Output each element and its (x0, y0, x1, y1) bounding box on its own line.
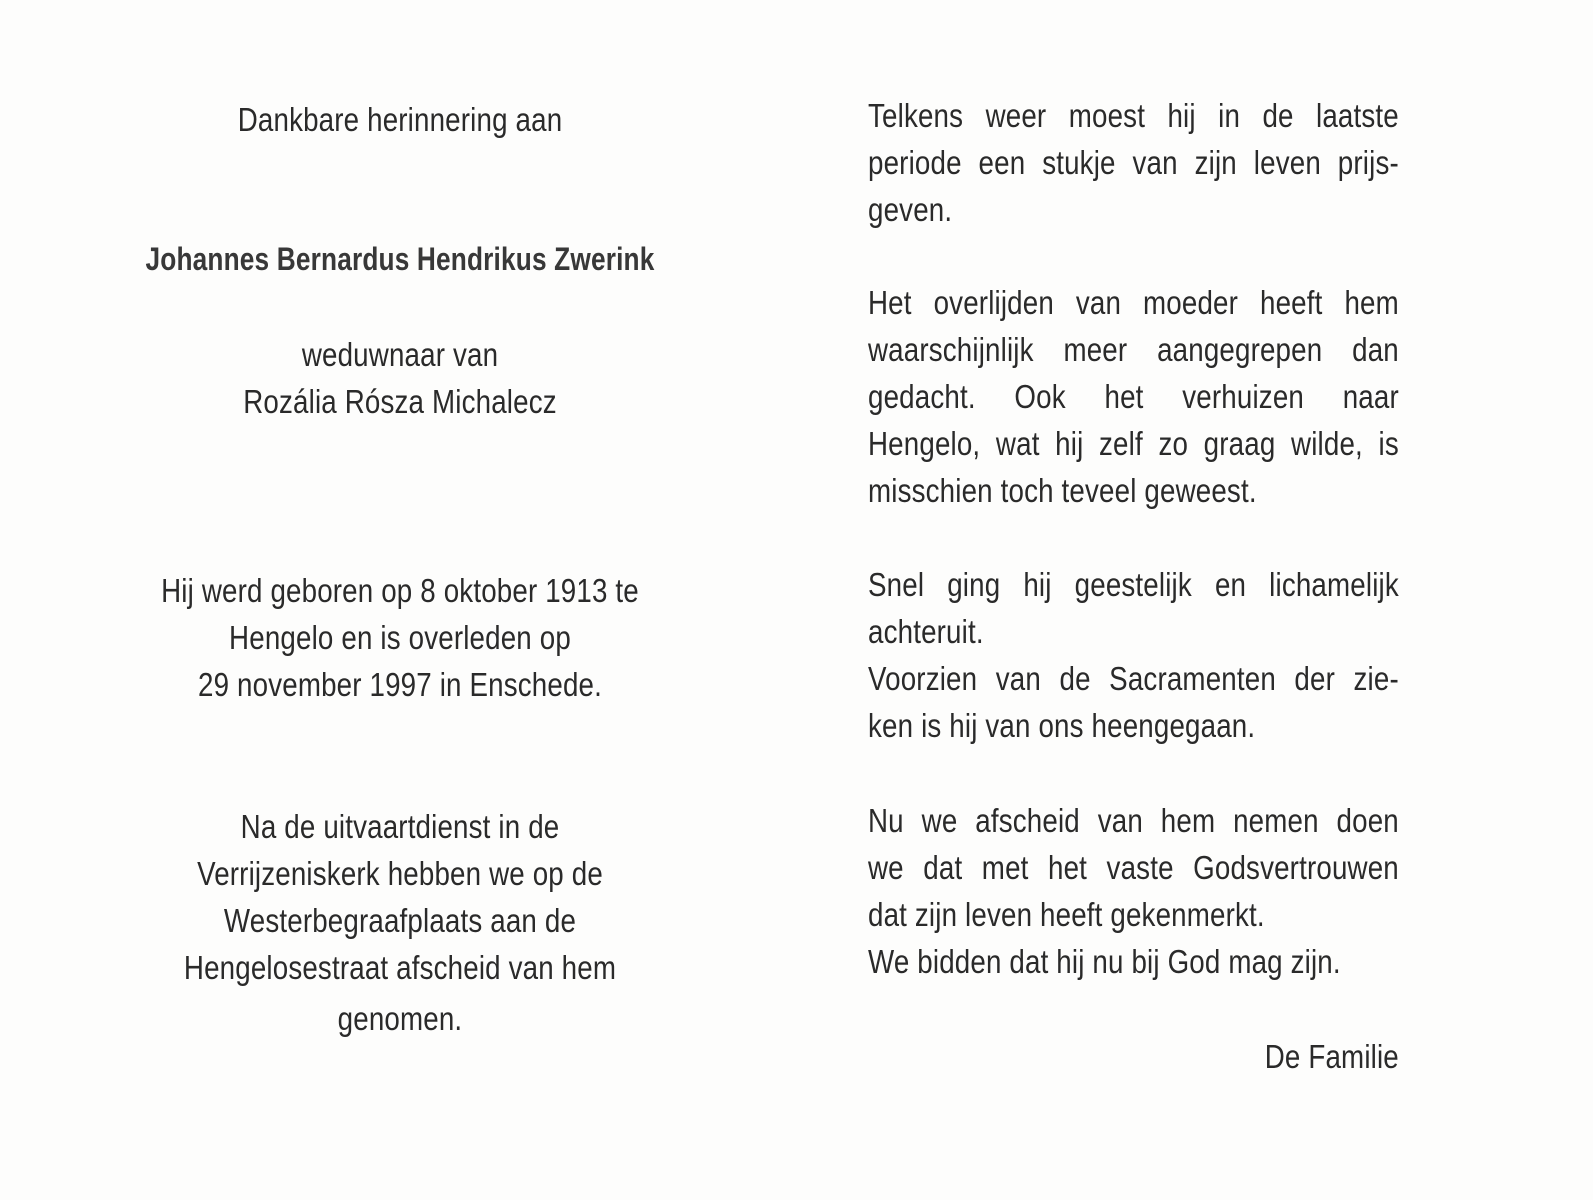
funeral-line: Verrijzeniskerk hebben we op de (197, 855, 603, 892)
text-line: Voorzien van de Sacramenten der zie- (868, 660, 1399, 697)
text-line: we dat met het vaste Godsvertrouwen (868, 849, 1399, 886)
spouse-name: Rozália Rósza Michalecz (243, 383, 557, 420)
text-line: Snel ging hij geestelijk en lichamelijk (868, 566, 1399, 603)
birth-death-line: Hij werd geboren op 8 oktober 1913 te (161, 572, 639, 609)
funeral-line: Westerbegraafplaats aan de (223, 902, 577, 939)
text-line: dat zijn leven heeft gekenmerkt. (868, 896, 1265, 933)
funeral-line: Na de uitvaartdienst in de (240, 808, 560, 845)
funeral-line: genomen. (337, 1000, 463, 1037)
text-line: ken is hij van ons heengegaan. (868, 707, 1256, 744)
text-line: waarschijnlijk meer aangegrepen dan (868, 331, 1399, 368)
text-line: We bidden dat hij nu bij God mag zijn. (868, 943, 1341, 980)
text-line: periode een stukje van zijn leven prijs- (868, 144, 1399, 181)
text-line: gedacht. Ook het verhuizen naar (868, 378, 1399, 415)
birth-death-line: Hengelo en is overleden op (229, 619, 571, 656)
text-line: Telkens weer moest hij in de laatste (868, 97, 1399, 134)
deceased-name: Johannes Bernardus Hendrikus Zwerink (145, 241, 655, 277)
text-line: Het overlijden van moeder heeft hem (868, 284, 1399, 321)
text-line: Hengelo, wat hij zelf zo graag wilde, is (868, 425, 1399, 462)
text-line: geven. (868, 191, 953, 228)
funeral-line: Hengelosestraat afscheid van hem (183, 949, 617, 986)
text-line: misschien toch teveel geweest. (868, 472, 1257, 509)
birth-death-line: 29 november 1997 in Enschede. (197, 666, 603, 703)
widower-label: weduwnaar van (301, 336, 499, 373)
signature: De Familie (1264, 1038, 1399, 1075)
intro-text: Dankbare herinnering aan (237, 101, 563, 138)
text-line: achteruit. (868, 613, 984, 650)
text-line: Nu we afscheid van hem nemen doen (868, 802, 1399, 839)
